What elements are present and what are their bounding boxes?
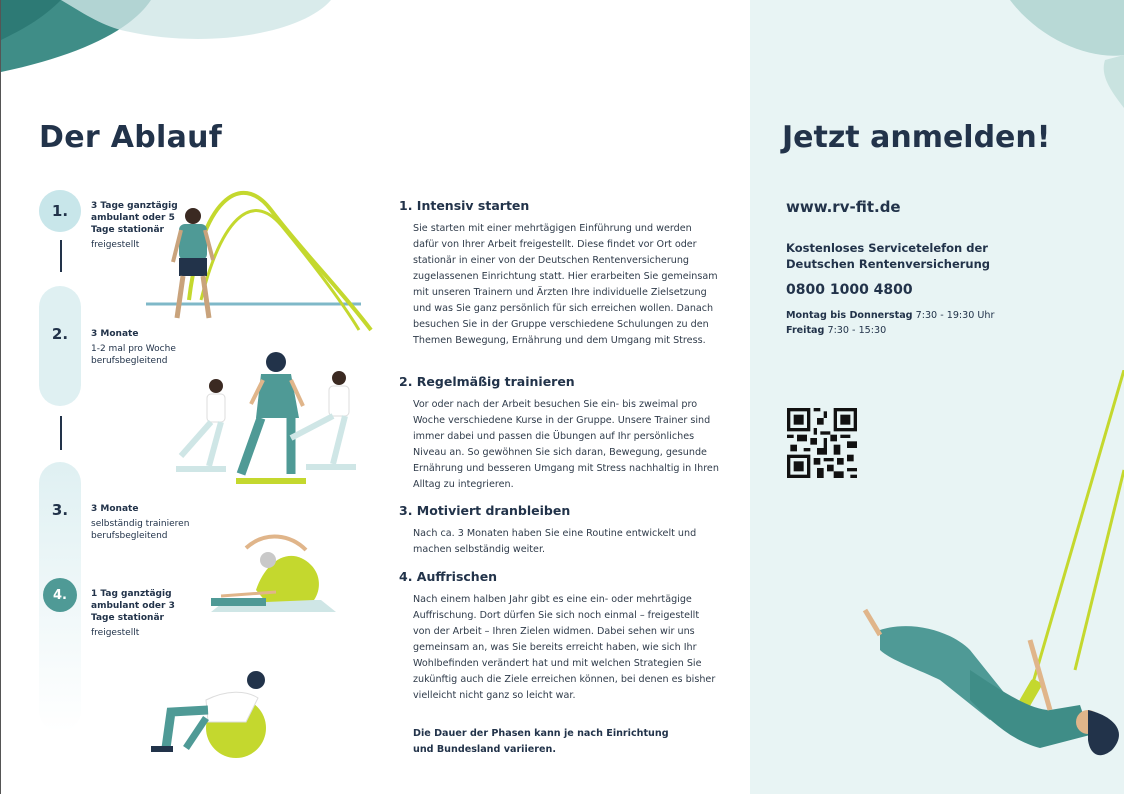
service-phone-number[interactable]: 0800 1000 4800 — [786, 282, 913, 298]
step-duration: 3 Monate — [91, 329, 139, 339]
step-text-4 — [91, 588, 201, 639]
section-heading: 3. Motiviert dranbleiben — [399, 503, 571, 518]
qr-code[interactable] — [787, 408, 857, 478]
step-number-2: 2. — [51, 325, 69, 343]
cta-heading: Jetzt anmelden! — [782, 120, 1051, 155]
decorative-blob-top-left — [1, 0, 341, 80]
illustration-swing — [850, 370, 1124, 780]
page-title: Der Ablauf — [39, 120, 223, 155]
connector-line-2 — [60, 416, 62, 450]
section-regelmaessig-trainieren — [399, 374, 719, 493]
step-duration: 3 Tage ganztägig ambulant oder 5 Tage stationär — [91, 201, 178, 235]
section-body: Sie starten mit einer mehrtägigen Einführung und werden dafür von Ihrer Arbeit freigestellt. Diese findet vor Ort oder stationär in einer von der Deutschen Rentenversicherung zugelassenen Einrichtung statt. Hier erarbeiten Sie gemeinsam mit unseren Trainern und Ärzten Ihre individuelle Zielsetzung und was Sie ganz persönlich für sich erreichen wollen. Danach besuchen Sie in der Gruppe verschiedene Schulungen zu den Themen Bewegung, Ernährung und dem Umgang mit Stress. — [413, 223, 718, 346]
step-duration: 3 Monate — [91, 504, 139, 514]
service-phone-label: Kostenloses Servicetelefon der Deutschen Rentenversicherung — [786, 241, 991, 271]
illustration-ball-exercise — [146, 660, 276, 760]
decorative-blob-top-right — [1000, 0, 1124, 110]
step-number-3: 3. — [51, 501, 69, 519]
illustration-stretching — [196, 530, 346, 620]
hours-row-fri — [786, 323, 994, 338]
step-number-1: 1. — [39, 190, 81, 232]
step-note: 1-2 mal pro Woche berufsbegleitend — [91, 344, 176, 366]
section-heading: 1. Intensiv starten — [399, 198, 530, 213]
step-duration: 1 Tag ganztägig ambulant oder 3 Tage stationär — [91, 589, 175, 623]
section-body: Nach einem halben Jahr gibt es eine ein- oder mehrtägige Auffrischung. Dort dürfen Sie sich noch einmal – freigestellt von der Arbeit – Ihren Zielen widmen. Dabei sehen wir uns gemeinsam an, was Sie bereits erreicht haben, wie sich Ihr Wohlbefinden verändert hat und mit welchen Strategien Sie zukünftig auch die Ziele erreichen können, bei denen es bisher vielleicht nicht ganz so leicht war. — [413, 594, 716, 701]
section-body: Nach ca. 3 Monaten haben Sie eine Routine entwickelt und machen selbständig weiter. — [413, 528, 697, 555]
hours-row-mon-thu — [786, 308, 994, 323]
section-auffrischen — [399, 569, 719, 704]
hours-days: Montag bis Donnerstag — [786, 310, 913, 321]
section-motiviert-dranbleiben — [399, 503, 719, 558]
illustration-battle-rope — [141, 180, 381, 335]
step-number-4: 4. — [43, 578, 77, 612]
step-note: freigestellt — [91, 628, 140, 638]
section-body: Vor oder nach der Arbeit besuchen Sie ein- bis zweimal pro Woche verschiedene Kurse in der Gruppe. Unsere Trainer sind immer dabei und passen die Übungen auf Ihr persönliches Niveau an. So gewöhnen Sie sich daran, Bewegung, gesunde Ernährung und besseren Umgang mit Stress nachhaltig in Ihren Alltag zu integrieren. — [413, 399, 719, 490]
step-text-3 — [91, 503, 201, 542]
hours-time: 7:30 - 15:30 — [827, 325, 887, 336]
section-intensiv-starten — [399, 198, 719, 349]
hours-time: 7:30 - 19:30 Uhr — [915, 310, 995, 321]
step-note: freigestellt — [91, 240, 140, 250]
duration-note: Die Dauer der Phasen kann je nach Einrichtung und Bundesland variieren. — [413, 728, 669, 755]
opening-hours — [786, 308, 994, 338]
section-heading: 4. Auffrischen — [399, 569, 498, 584]
website-link[interactable]: www.rv-fit.de — [786, 198, 901, 216]
connector-line-1 — [60, 240, 62, 272]
step-note: selbständig trainieren berufsbegleitend — [91, 519, 190, 541]
right-page — [750, 0, 1124, 794]
section-heading: 2. Regelmäßig trainieren — [399, 374, 575, 389]
hours-days: Freitag — [786, 325, 825, 336]
illustration-group-exercise — [161, 348, 371, 488]
